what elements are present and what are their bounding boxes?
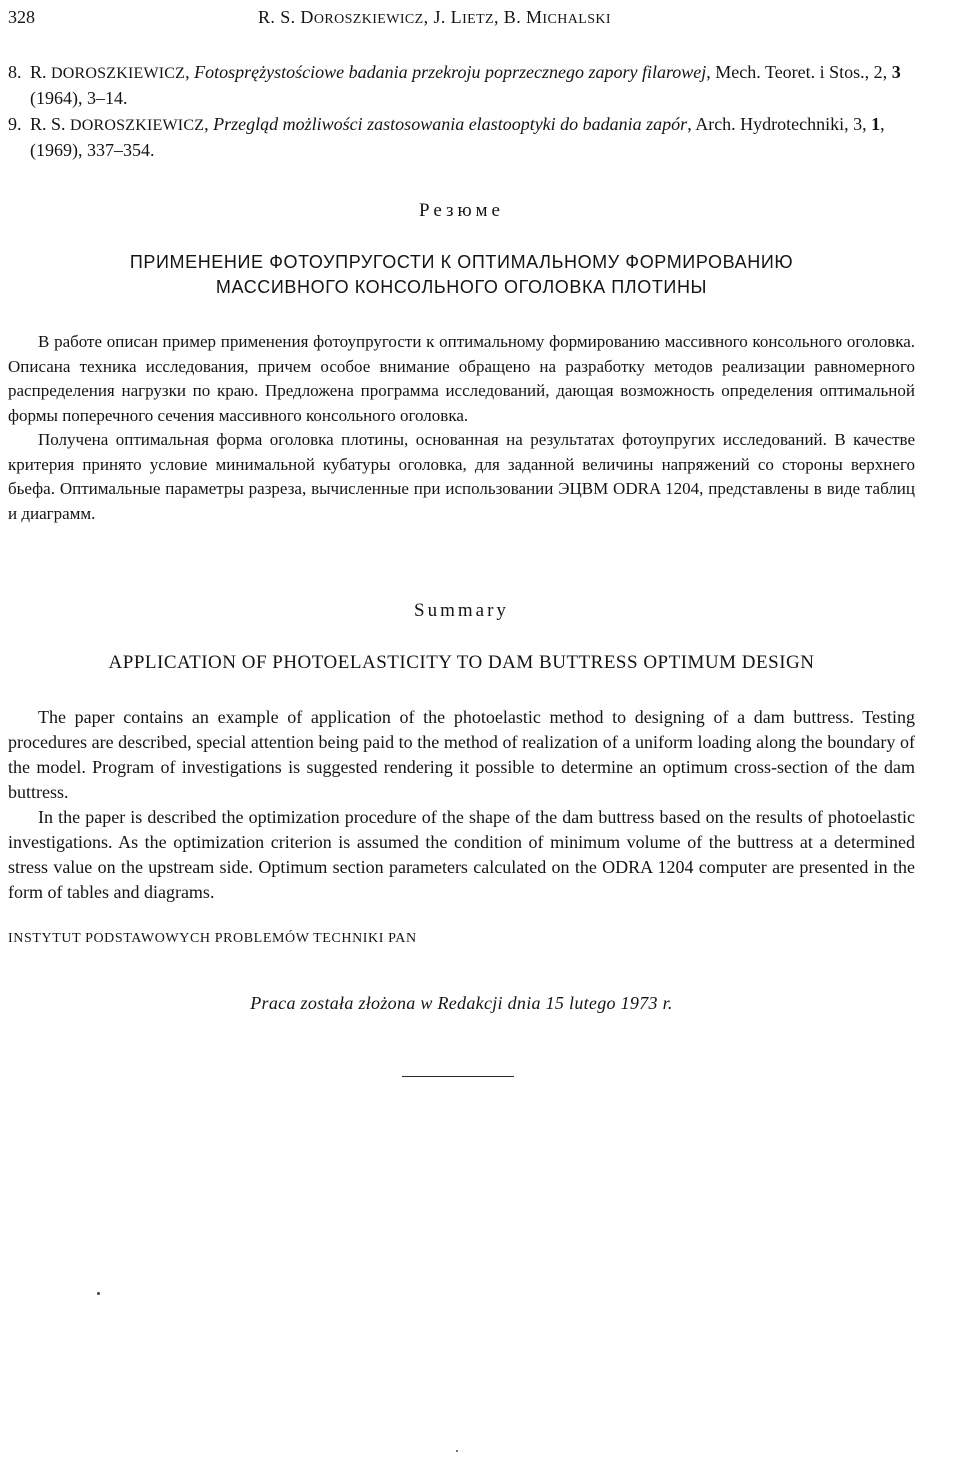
author-1: R. S. DOROSZKIEWICZ (258, 7, 424, 27)
running-head-authors: R. S. DOROSZKIEWICZ, J. LIETZ, B. MICHALSKI (258, 7, 611, 27)
reference-volume: 1 (871, 114, 881, 134)
author-affiliation: INSTYTUT PODSTAWOWYCH PROBLEMÓW TECHNIKI PAN (8, 931, 417, 946)
reference-title: Fotosprężystościowe badania przekroju poprzecznego zapory filarowej (194, 62, 707, 82)
resume-title: ПРИМЕНЕНИЕ ФОТОУПРУГОСТИ К ОПТИМАЛЬНОМУ ФОРМИРОВАНИЮ МАССИВНОГО КОНСОЛЬНОГО ОГОЛОВКА ПЛОТИНЫ (129, 252, 794, 297)
summary-abstract (8, 705, 915, 905)
author-3: B. MICHALSKI (503, 7, 611, 27)
resume-paragraph: В работе описан пример применения фотоупругости к оптимальному формированию массивного консольного оголовка. Описана техника исследования, причем особое внимание обращено на разработку методов реализации равномерного распределения нагрузки по краю. Предложена программа исследований, дающая возможность определения оптимальной формы поперечного сечения массивного консольного оголовка. (8, 332, 915, 425)
author-2: J. LIETZ (433, 7, 494, 27)
end-rule (402, 1076, 514, 1077)
received-date-note: Praca została złożona w Redakcji dnia 15 lutego 1973 r. (250, 993, 673, 1013)
summary-paragraph: The paper contains an example of application of the photoelastic method to designing of a dam buttress. Testing procedures are described, special attention being paid to the method of realization of a uniform loading along the boundary of the model. Program of investigations is suggested rendering it possible to determine an optimum cross-section of the dam buttress. (8, 707, 915, 802)
running-head (8, 5, 915, 29)
resume-paragraph: Получена оптимальная форма оголовка плотины, основанная на результатах фотоупругих исследований. В качестве критерия принято условие минимальной кубатуры оголовка, для заданной величины напряжений со стороны верхнего бьефа. Оптимальные параметры разреза, вычисленные при использовании ЭЦВМ ODRA 1204, представлены в виде таблиц и диаграмм. (8, 430, 915, 523)
page-number: 328 (8, 7, 35, 27)
summary-paragraph: In the paper is described the optimization procedure of the shape of the dam buttress based on the results of photoelastic investigations. As the optimization criterion is assumed the condition of minimum volume of the buttress at a determined stress value on the upstream side. Optimum section parameters calculated on the ODRA 1204 computer are presented in the form of tables and diagrams. (8, 807, 915, 902)
resume-abstract (8, 330, 915, 526)
reference-number: 9. (8, 114, 22, 134)
reference-number: 8. (8, 62, 22, 82)
summary-title: APPLICATION OF PHOTOELASTICITY TO DAM BUTTRESS OPTIMUM DESIGN (108, 652, 815, 673)
reference-list (8, 60, 915, 164)
reference-title: Przegląd możliwości zastosowania elastooptyki do badania zapór (213, 114, 688, 134)
resume-heading: Резюме (419, 200, 504, 221)
summary-heading: Summary (414, 600, 509, 621)
reference-volume: 3 (891, 62, 901, 82)
reference-item: 8. R. DOROSZKIEWICZ, Fotosprężystościowe badania przekroju poprzecznego zapory filarowej, Mech. Teoret. i Stos., 2, 3 (1964), 3–14. (8, 62, 901, 108)
reference-author: DOROSZKIEWICZ (70, 117, 205, 134)
reference-journal: , Arch. Hydrotechniki, 3, (687, 114, 872, 134)
reference-item: 9. R. S. DOROSZKIEWICZ, Przegląd możliwości zastosowania elastooptyki do badania zapór, Arch. Hydrotechniki, 3, 1, (1969), 337–354. (8, 114, 885, 160)
scan-speck (97, 1292, 100, 1295)
scan-speck (456, 1450, 458, 1452)
reference-journal: , Mech. Teoret. i Stos., 2, (706, 62, 892, 82)
reference-author: DOROSZKIEWICZ (51, 65, 186, 82)
